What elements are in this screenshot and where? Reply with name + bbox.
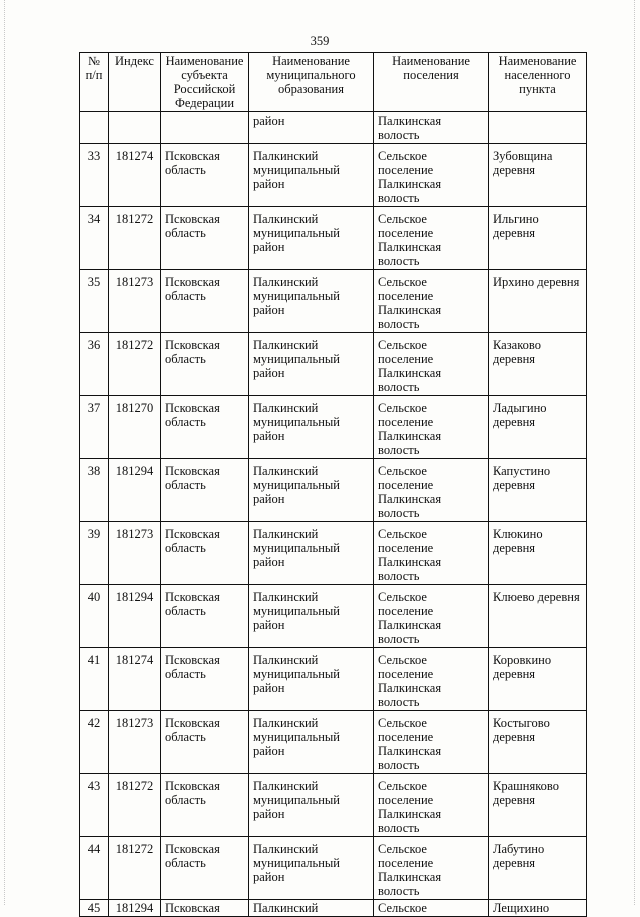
cell-number: 36 xyxy=(80,333,109,396)
cell-locality: Ирхино деревня xyxy=(489,270,587,333)
cell-locality: Клюево деревня xyxy=(489,585,587,648)
cell-locality: Коровкино деревня xyxy=(489,648,587,711)
cell-number xyxy=(80,112,109,144)
cell-settlement: Сельское поселение Палкинская волость xyxy=(374,270,489,333)
table-row-partial xyxy=(80,900,587,917)
cell-settlement: Сельское поселение Палкинская волость xyxy=(374,144,489,207)
cell-index: 181272 xyxy=(109,837,161,900)
cell-subject: Псковская область xyxy=(161,585,249,648)
settlements-table xyxy=(79,52,587,917)
cell-number: 44 xyxy=(80,837,109,900)
cell-municipality: Палкинский муниципальный район xyxy=(249,144,374,207)
cell-settlement: Палкинская волость xyxy=(374,112,489,144)
cell-subject: Псковская xyxy=(161,900,249,917)
cell-number: 33 xyxy=(80,144,109,207)
table-row xyxy=(80,585,587,648)
cell-locality: Костыгово деревня xyxy=(489,711,587,774)
cell-number: 43 xyxy=(80,774,109,837)
page-number: 359 xyxy=(310,34,330,48)
cell-municipality: Палкинский муниципальный район xyxy=(249,711,374,774)
cell-index xyxy=(109,112,161,144)
header-municipality: Наименование муниципального образования xyxy=(249,53,374,112)
cell-municipality: Палкинский муниципальный район xyxy=(249,270,374,333)
cell-locality: Ладыгино деревня xyxy=(489,396,587,459)
cell-index: 181274 xyxy=(109,648,161,711)
cell-municipality: Палкинский муниципальный район xyxy=(249,333,374,396)
cell-locality xyxy=(489,112,587,144)
cell-locality: Лабутино деревня xyxy=(489,837,587,900)
cell-subject: Псковская область xyxy=(161,837,249,900)
table-row xyxy=(80,648,587,711)
table-row xyxy=(80,396,587,459)
cell-subject: Псковская область xyxy=(161,270,249,333)
table-row xyxy=(80,207,587,270)
header-number: № п/п xyxy=(80,53,109,112)
cell-settlement: Сельское поселение Палкинская волость xyxy=(374,774,489,837)
continuation-row xyxy=(80,112,587,144)
cell-municipality: Палкинский муниципальный район xyxy=(249,585,374,648)
cell-settlement: Сельское xyxy=(374,900,489,917)
cell-number: 34 xyxy=(80,207,109,270)
cell-municipality: район xyxy=(249,112,374,144)
cell-municipality: Палкинский муниципальный район xyxy=(249,522,374,585)
cell-settlement: Сельское поселение Палкинская волость xyxy=(374,585,489,648)
cell-locality: Казаково деревня xyxy=(489,333,587,396)
header-locality: Наименование населенного пункта xyxy=(489,53,587,112)
cell-settlement: Сельское поселение Палкинская волость xyxy=(374,711,489,774)
cell-number: 45 xyxy=(80,900,109,917)
cell-locality: Капустино деревня xyxy=(489,459,587,522)
cell-number: 39 xyxy=(80,522,109,585)
cell-index: 181294 xyxy=(109,900,161,917)
table-row xyxy=(80,522,587,585)
cell-index: 181273 xyxy=(109,711,161,774)
cell-municipality: Палкинский xyxy=(249,900,374,917)
cell-subject: Псковская область xyxy=(161,144,249,207)
cell-locality: Ильгино деревня xyxy=(489,207,587,270)
cell-settlement: Сельское поселение Палкинская волость xyxy=(374,459,489,522)
cell-subject: Псковская область xyxy=(161,333,249,396)
cell-settlement: Сельское поселение Палкинская волость xyxy=(374,333,489,396)
cell-settlement: Сельское поселение Палкинская волость xyxy=(374,207,489,270)
table-row xyxy=(80,774,587,837)
cell-index: 181272 xyxy=(109,774,161,837)
cell-index: 181273 xyxy=(109,522,161,585)
table-row xyxy=(80,333,587,396)
cell-locality: Зубовщина деревня xyxy=(489,144,587,207)
cell-locality: Лещихино xyxy=(489,900,587,917)
cell-municipality: Палкинский муниципальный район xyxy=(249,648,374,711)
table-row xyxy=(80,459,587,522)
cell-subject: Псковская область xyxy=(161,522,249,585)
cell-settlement: Сельское поселение Палкинская волость xyxy=(374,522,489,585)
cell-municipality: Палкинский муниципальный район xyxy=(249,207,374,270)
cell-number: 38 xyxy=(80,459,109,522)
cell-index: 181294 xyxy=(109,459,161,522)
cell-subject: Псковская область xyxy=(161,648,249,711)
cell-municipality: Палкинский муниципальный район xyxy=(249,459,374,522)
cell-locality: Клюкино деревня xyxy=(489,522,587,585)
scan-edge-left xyxy=(4,0,5,905)
cell-number: 35 xyxy=(80,270,109,333)
cell-locality: Крашняково деревня xyxy=(489,774,587,837)
cell-municipality: Палкинский муниципальный район xyxy=(249,774,374,837)
header-index: Индекс xyxy=(109,53,161,112)
cell-index: 181294 xyxy=(109,585,161,648)
table-row xyxy=(80,144,587,207)
cell-subject: Псковская область xyxy=(161,711,249,774)
header-subject: Наименование субъекта Российской Федерации xyxy=(161,53,249,112)
cell-municipality: Палкинский муниципальный район xyxy=(249,837,374,900)
cell-index: 181270 xyxy=(109,396,161,459)
table-row xyxy=(80,711,587,774)
cell-subject: Псковская область xyxy=(161,207,249,270)
cell-settlement: Сельское поселение Палкинская волость xyxy=(374,396,489,459)
table-row xyxy=(80,837,587,900)
cell-subject xyxy=(161,112,249,144)
cell-number: 37 xyxy=(80,396,109,459)
table-row xyxy=(80,270,587,333)
cell-index: 181272 xyxy=(109,207,161,270)
cell-settlement: Сельское поселение Палкинская волость xyxy=(374,648,489,711)
cell-index: 181274 xyxy=(109,144,161,207)
cell-subject: Псковская область xyxy=(161,774,249,837)
cell-number: 42 xyxy=(80,711,109,774)
cell-index: 181273 xyxy=(109,270,161,333)
cell-subject: Псковская область xyxy=(161,459,249,522)
cell-index: 181272 xyxy=(109,333,161,396)
scan-edge-right xyxy=(634,0,635,905)
table-header-row xyxy=(80,53,587,112)
cell-subject: Псковская область xyxy=(161,396,249,459)
cell-number: 41 xyxy=(80,648,109,711)
cell-number: 40 xyxy=(80,585,109,648)
cell-settlement: Сельское поселение Палкинская волость xyxy=(374,837,489,900)
header-settlement: Наименование поселения xyxy=(374,53,489,112)
cell-municipality: Палкинский муниципальный район xyxy=(249,396,374,459)
